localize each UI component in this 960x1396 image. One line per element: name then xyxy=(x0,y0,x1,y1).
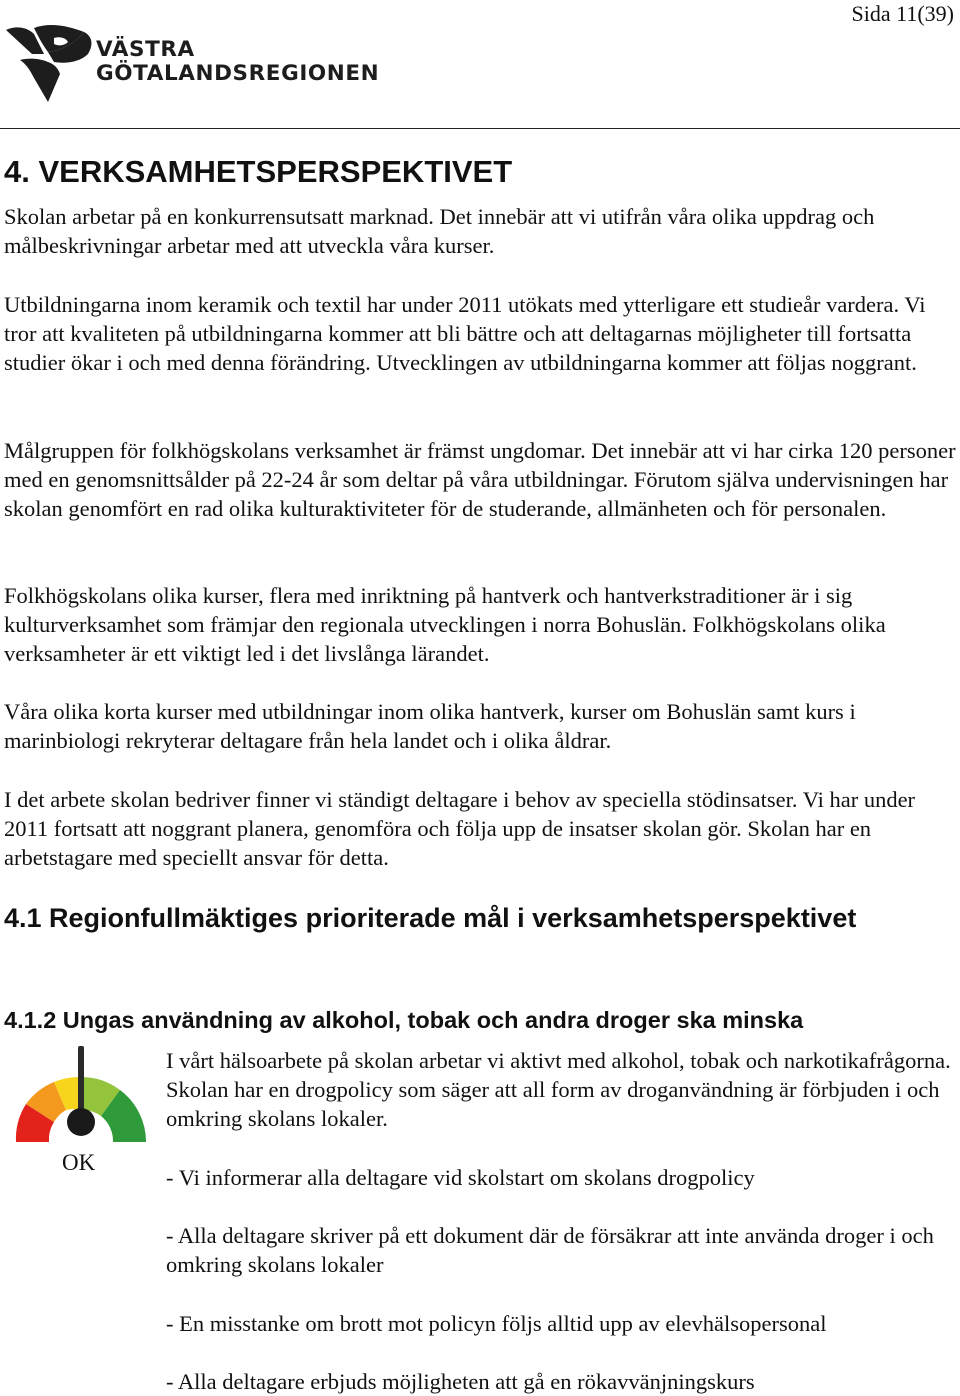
logo-line-1: VÄSTRA xyxy=(96,37,195,62)
paragraph-2: Utbildningarna inom keramik och textil har under 2011 utökats med ytterligare ett studieår vardera. Vi tror att kvaliteten på utbildningarna kommer att bli bättre och att deltagarnas möjligheter till fortsatta studier ökar i och med denna förändring. Utvecklingen av utbildningarna kommer att följas noggrant. xyxy=(4,292,926,376)
header-divider xyxy=(0,128,960,129)
paragraph-1: Skolan arbetar på en konkurrensutsatt marknad. Det innebär att vi utifrån våra olika uppdrag och målbeskrivningar arbetar med att utveckla våra kurser. xyxy=(4,204,875,259)
paragraph-6: I det arbete skolan bedriver finner vi ständigt deltagare i behov av speciella stödinsatser. Vi har under 2011 fortsatt att noggrant planera, genomföra och följa upp de insatser skolan gör. Skolan har en arbetstagare med speciellt ansvar för detta. xyxy=(4,787,916,871)
goal-title: 4.1.2 Ungas användning av alkohol, tobak och andra droger ska minska xyxy=(4,1007,804,1033)
vgr-logo-icon xyxy=(4,24,94,108)
goal-item-3: - En misstanke om brott mot policyn följs alltid upp av elevhälsopersonal xyxy=(166,1311,827,1336)
paragraph-3: Målgruppen för folkhögskolans verksamhet är främst ungdomar. Det innebär att vi har cirka 120 personer med en genomsnittsålder på 22-24 år som deltar på våra utbildningar. Förutom själva undervisningen har skolan genomfört en rad olika kulturaktiviteter för de studerande, allmänheten och för personalen. xyxy=(4,438,956,522)
gauge-hub xyxy=(67,1108,95,1136)
goal-item-4: - Alla deltagare erbjuds möjligheten att gå en rökavvänjningskurs xyxy=(166,1369,755,1394)
logo-line-2: GÖTALANDSREGIONEN xyxy=(96,61,380,86)
region-logo xyxy=(4,24,384,108)
goal-item-1: - Vi informerar alla deltagare vid skolstart om skolans drogpolicy xyxy=(166,1165,755,1190)
paragraph-5: Våra olika korta kurser med utbildningar inom olika hantverk, kurser om Bohuslän samt kurs i marinbiologi rekryterar deltagare från hela landet och i olika åldrar. xyxy=(4,699,856,754)
section-title: 4. VERKSAMHETSPERSPEKTIVET xyxy=(4,154,513,189)
gauge-meter-icon xyxy=(8,1044,154,1148)
status-label: OK xyxy=(62,1150,96,1175)
goal-item-2: - Alla deltagare skriver på ett dokument där de försäkrar att inte använda droger i och omkring skolans lokaler xyxy=(166,1223,934,1278)
page-number: Sida 11(39) xyxy=(851,1,954,26)
goal-intro: I vårt hälsoarbete på skolan arbetar vi aktivt med alkohol, tobak och narkotikafrågorna. Skolan har en drogpolicy som säger att all form av droganvändning är förbjuden i och omkring skolans lokaler. xyxy=(166,1048,951,1132)
subsection-title: 4.1 Regionfullmäktiges prioriterade mål i verksamhetsperspektivet xyxy=(4,903,857,933)
paragraph-4: Folkhögskolans olika kurser, flera med inriktning på hantverk och hantverkstraditioner är i sig kulturverksamhet som främjar den regionala utvecklingen i norra Bohuslän. Folkhögskolans olika verksamheter är ett viktigt led i det livslånga lärandet. xyxy=(4,583,886,667)
